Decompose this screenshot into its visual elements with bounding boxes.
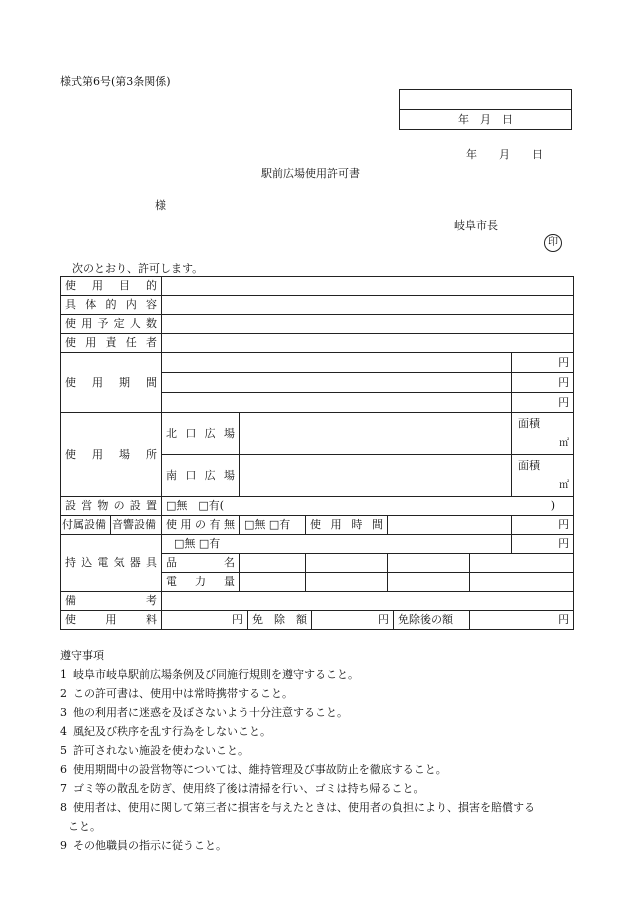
rule-item <box>60 722 580 741</box>
rule-number: 2 <box>60 687 67 700</box>
south-plaza-field[interactable] <box>240 455 512 497</box>
item-name-3[interactable] <box>388 554 470 573</box>
rule-number: 8 <box>60 801 67 814</box>
rule-text: この許可書は、使用中は常時携帯すること。 <box>73 687 293 700</box>
rule-number: 3 <box>60 706 67 719</box>
rule-number: 6 <box>60 763 67 776</box>
addressee-suffix: 様 <box>155 199 166 212</box>
period-fee-1[interactable] <box>512 353 574 373</box>
rule-item <box>60 684 580 703</box>
label-details <box>61 296 162 315</box>
rule-item <box>60 665 580 684</box>
sound-fee[interactable] <box>512 516 574 535</box>
purpose-field[interactable] <box>162 277 574 296</box>
after-exemption-field[interactable] <box>470 611 574 630</box>
yen-unit: 円 <box>378 613 389 626</box>
label-use-presence <box>162 516 240 535</box>
exemption-field[interactable] <box>312 611 394 630</box>
use-time-label: 使用時間 <box>310 518 383 531</box>
power-label: 電 力 量 <box>166 575 235 588</box>
presence-options[interactable]: □無 □有 <box>244 518 291 531</box>
rule-number: 1 <box>60 668 67 681</box>
south-area-cell[interactable] <box>512 455 574 497</box>
rule-item <box>60 760 580 779</box>
label-north-plaza <box>162 413 240 455</box>
period-field-2[interactable] <box>162 373 512 393</box>
electric-presence-field[interactable] <box>162 535 512 554</box>
label-purpose <box>61 277 162 296</box>
sound-presence-field[interactable] <box>240 516 306 535</box>
power-4[interactable] <box>470 573 574 592</box>
equipment-label: 付属設備 <box>62 518 106 531</box>
rule-number: 4 <box>60 725 67 738</box>
installation-label: 設営物の設置 <box>65 499 157 512</box>
remarks-label: 備 考 <box>65 594 157 607</box>
attendance-label: 使用予定人数 <box>65 317 157 330</box>
label-installation <box>61 497 162 516</box>
use-presence-label: 使用の有無 <box>166 518 235 531</box>
label-place <box>61 413 162 497</box>
period-field-1[interactable] <box>162 353 512 373</box>
installation-options[interactable]: □無 □有( <box>166 499 225 512</box>
receipt-number-cell[interactable] <box>400 90 572 110</box>
power-1[interactable] <box>240 573 306 592</box>
receipt-date: 年 月 日 <box>458 112 513 126</box>
yen-unit: 円 <box>232 613 243 626</box>
power-2[interactable] <box>306 573 388 592</box>
details-label: 具体的内容 <box>65 298 157 311</box>
area-label: 面積 <box>518 459 540 472</box>
details-field[interactable] <box>162 296 574 315</box>
north-plaza-label: 北口広場 <box>166 426 235 440</box>
period-label: 使 用 期 間 <box>65 375 157 389</box>
installation-field[interactable] <box>162 497 574 516</box>
exemption-label: 免 除 額 <box>252 613 307 626</box>
rule-number: 5 <box>60 744 67 757</box>
north-plaza-field[interactable] <box>240 413 512 455</box>
rule-text: 使用者は、使用に関して第三者に損害を与えたときは、使用者の負担により、損害を賠償する <box>73 801 535 814</box>
area-unit: ㎡ <box>559 480 570 491</box>
permit-form-table <box>60 276 574 630</box>
rule-text: 他の利用者に迷惑を及ぼさないよう十分注意すること。 <box>73 706 348 719</box>
compliance-rules <box>60 646 580 855</box>
receipt-date-cell <box>400 110 572 130</box>
use-time-field[interactable] <box>388 516 512 535</box>
power-3[interactable] <box>388 573 470 592</box>
label-remarks <box>61 592 162 611</box>
fee-field[interactable] <box>162 611 248 630</box>
manager-field[interactable] <box>162 334 574 353</box>
label-sound <box>111 516 162 535</box>
attendance-field[interactable] <box>162 315 574 334</box>
label-fee <box>61 611 162 630</box>
rule-continuation: こと。 <box>68 820 101 833</box>
label-power <box>162 573 240 592</box>
yen-unit: 円 <box>558 613 570 626</box>
period-field-3[interactable] <box>162 393 512 413</box>
sound-label: 音響設備 <box>112 518 156 531</box>
yen-unit: 円 <box>558 537 570 550</box>
rules-heading: 遵守事項 <box>60 649 104 662</box>
rule-text: ゴミ等の散乱を防ぎ、使用終了後は清掃を行い、ゴミは持ち帰ること。 <box>73 782 425 795</box>
rule-text: その他職員の指示に従うこと。 <box>73 839 227 852</box>
intro-text: 次のとおり、許可します。 <box>72 262 204 275</box>
rule-item <box>60 836 580 855</box>
rule-item <box>60 703 580 722</box>
label-exemption <box>248 611 312 630</box>
rule-number: 9 <box>60 839 67 852</box>
seal-mark: 印 <box>544 234 562 252</box>
document-title: 駅前広場使用許可書 <box>261 167 360 180</box>
yen-unit: 円 <box>558 395 570 409</box>
place-label: 使 用 場 所 <box>65 447 157 461</box>
electric-fee[interactable] <box>512 535 574 554</box>
period-fee-3[interactable] <box>512 393 574 413</box>
area-label: 面積 <box>518 417 540 430</box>
label-equipment <box>61 516 111 535</box>
item-name-label: 品 名 <box>166 556 235 569</box>
label-after-exemption <box>394 611 470 630</box>
label-period <box>61 353 162 413</box>
item-name-2[interactable] <box>306 554 388 573</box>
form-number: 様式第6号(第3条関係) <box>60 75 171 88</box>
issue-date: 年 月 日 <box>466 148 543 161</box>
receipt-box <box>399 89 572 130</box>
rule-text: 使用期間中の設営物等については、維持管理及び事故防止を徹底すること。 <box>73 763 447 776</box>
rule-item <box>60 741 580 760</box>
electric-options[interactable]: □無 □有 <box>174 537 221 550</box>
item-name-1[interactable] <box>240 554 306 573</box>
rule-item <box>60 798 580 817</box>
period-fee-2[interactable] <box>512 373 574 393</box>
issuer-name: 岐阜市長 <box>454 219 498 232</box>
label-use-time <box>306 516 388 535</box>
yen-unit: 円 <box>558 355 570 369</box>
purpose-label: 使 用 目 的 <box>65 279 157 292</box>
north-area-cell[interactable] <box>512 413 574 455</box>
rule-text: 岐阜市岐阜駅前広場条例及び同施行規則を遵守すること。 <box>73 668 359 681</box>
label-south-plaza <box>162 455 240 497</box>
fee-label: 使 用 料 <box>65 613 157 626</box>
area-unit: ㎡ <box>559 438 570 449</box>
after-exemption-label: 免除後の額 <box>398 613 453 626</box>
south-plaza-label: 南口広場 <box>166 468 235 482</box>
yen-unit: 円 <box>558 375 570 389</box>
rule-text: 風紀及び秩序を乱す行為をしないこと。 <box>73 725 271 738</box>
remarks-field[interactable] <box>162 592 574 611</box>
rule-number: 7 <box>60 782 67 795</box>
installation-close: ) <box>550 499 556 512</box>
rule-item <box>60 779 580 798</box>
item-name-4[interactable] <box>470 554 574 573</box>
label-electric <box>61 535 162 592</box>
label-attendance <box>61 315 162 334</box>
label-item-name <box>162 554 240 573</box>
label-manager <box>61 334 162 353</box>
electric-label: 持込電気器具 <box>65 556 157 569</box>
manager-label: 使用責任者 <box>65 336 157 349</box>
yen-unit: 円 <box>558 518 570 531</box>
rule-text: 許可されない施設を使わないこと。 <box>73 744 249 757</box>
